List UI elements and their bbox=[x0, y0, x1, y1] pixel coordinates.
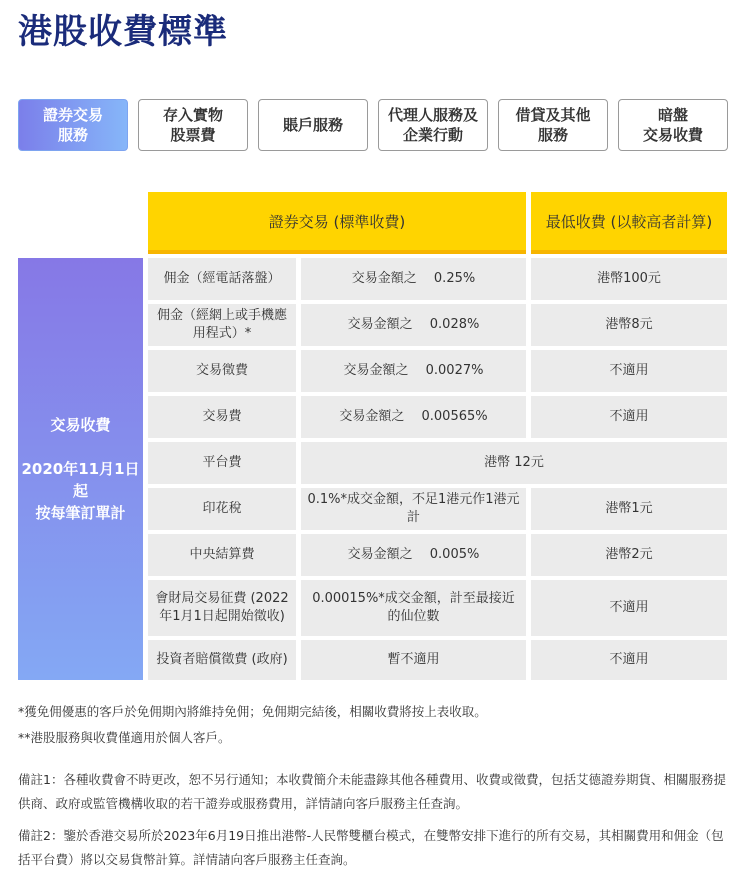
row-name: 中央結算費 bbox=[148, 534, 296, 576]
row-standard: 交易金額之 0.005% bbox=[301, 534, 526, 576]
row-standard: 0.1%*成交金額，不足1港元作1港元計 bbox=[301, 488, 526, 530]
row-name: 印花稅 bbox=[148, 488, 296, 530]
row-minimum: 港幣2元 bbox=[531, 534, 727, 576]
row-standard: 交易金額之 0.00565% bbox=[301, 396, 526, 438]
tab-account-services[interactable]: 賬戶服務 bbox=[258, 99, 368, 151]
row-standard: 0.00015%*成交金額，計至最接近的仙位數 bbox=[301, 580, 526, 636]
side-label-title: 交易收費 bbox=[50, 416, 111, 434]
footnote-individual-clients: **港股服務與收費僅適用於個人客戶。 bbox=[18, 730, 231, 745]
row-standard: 交易金額之 0.25% bbox=[301, 258, 526, 300]
row-name: 會財局交易征費 (2022年1月1日起開始徵收) bbox=[148, 580, 296, 636]
tab-securities-trading[interactable]: 證券交易 服務 bbox=[18, 99, 128, 151]
row-name: 交易徵費 bbox=[148, 350, 296, 392]
row-name: 佣金（經網上或手機應用程式）* bbox=[148, 304, 296, 346]
footnote-free-commission: *獲免佣優惠的客戶於免佣期內將維持免佣；免佣期完結後，相關收費將按上表收取。 bbox=[18, 704, 487, 719]
row-minimum: 不適用 bbox=[531, 640, 727, 680]
row-name: 交易費 bbox=[148, 396, 296, 438]
tab-nominee-corporate-actions[interactable]: 代理人服務及 企業行動 bbox=[378, 99, 488, 151]
row-standard: 交易金額之 0.0027% bbox=[301, 350, 526, 392]
header-minimum-fee: 最低收費 (以較高者計算) bbox=[531, 192, 727, 254]
trading-fee-side-label bbox=[18, 258, 143, 680]
footnotes bbox=[18, 702, 730, 880]
row-standard: 交易金額之 0.028% bbox=[301, 304, 526, 346]
tab-lending-other-services[interactable]: 借貸及其他 服務 bbox=[498, 99, 608, 151]
remark-1: 備註1：各種收費會不時更改，恕不另行通知；本收費簡介未能盡錄其他各種費用、收費或徵費，包括艾德證券期貨、相關服務提供商、政府或監管機構收取的若干證券或服務費用，詳情請向客戶服務主任查詢。 bbox=[18, 772, 726, 811]
row-minimum: 港幣1元 bbox=[531, 488, 727, 530]
remark-2: 備註2：鑒於香港交易所於2023年6月19日推出港幣-人民幣雙櫃台模式，在雙幣安排下進行的所有交易，其相關費用和佣金（包括平台費）將以交易貨幣計算。詳情請向客戶服務主任查詢。 bbox=[18, 828, 724, 867]
fee-category-tabs bbox=[18, 99, 730, 153]
row-name: 平台費 bbox=[148, 442, 296, 484]
page-title: 港股收費標準 bbox=[18, 12, 228, 52]
row-standard: 暫不適用 bbox=[301, 640, 526, 680]
row-minimum: 港幣8元 bbox=[531, 304, 727, 346]
row-minimum: 不適用 bbox=[531, 580, 727, 636]
row-minimum: 港幣100元 bbox=[531, 258, 727, 300]
row-name: 投資者賠償徵費 (政府) bbox=[148, 640, 296, 680]
row-minimum: 不適用 bbox=[531, 396, 727, 438]
side-label-effective-date: 2020年11月1日 起 按每筆訂單計 bbox=[21, 460, 140, 522]
row-name: 佣金（經電話落盤） bbox=[148, 258, 296, 300]
header-standard-fee: 證券交易 (標準收費) bbox=[148, 192, 526, 254]
tab-grey-market[interactable]: 暗盤 交易收費 bbox=[618, 99, 728, 151]
tab-physical-stock-deposit[interactable]: 存入實物 股票費 bbox=[138, 99, 248, 151]
row-merged-value: 港幣 12元 bbox=[301, 442, 727, 484]
row-minimum: 不適用 bbox=[531, 350, 727, 392]
